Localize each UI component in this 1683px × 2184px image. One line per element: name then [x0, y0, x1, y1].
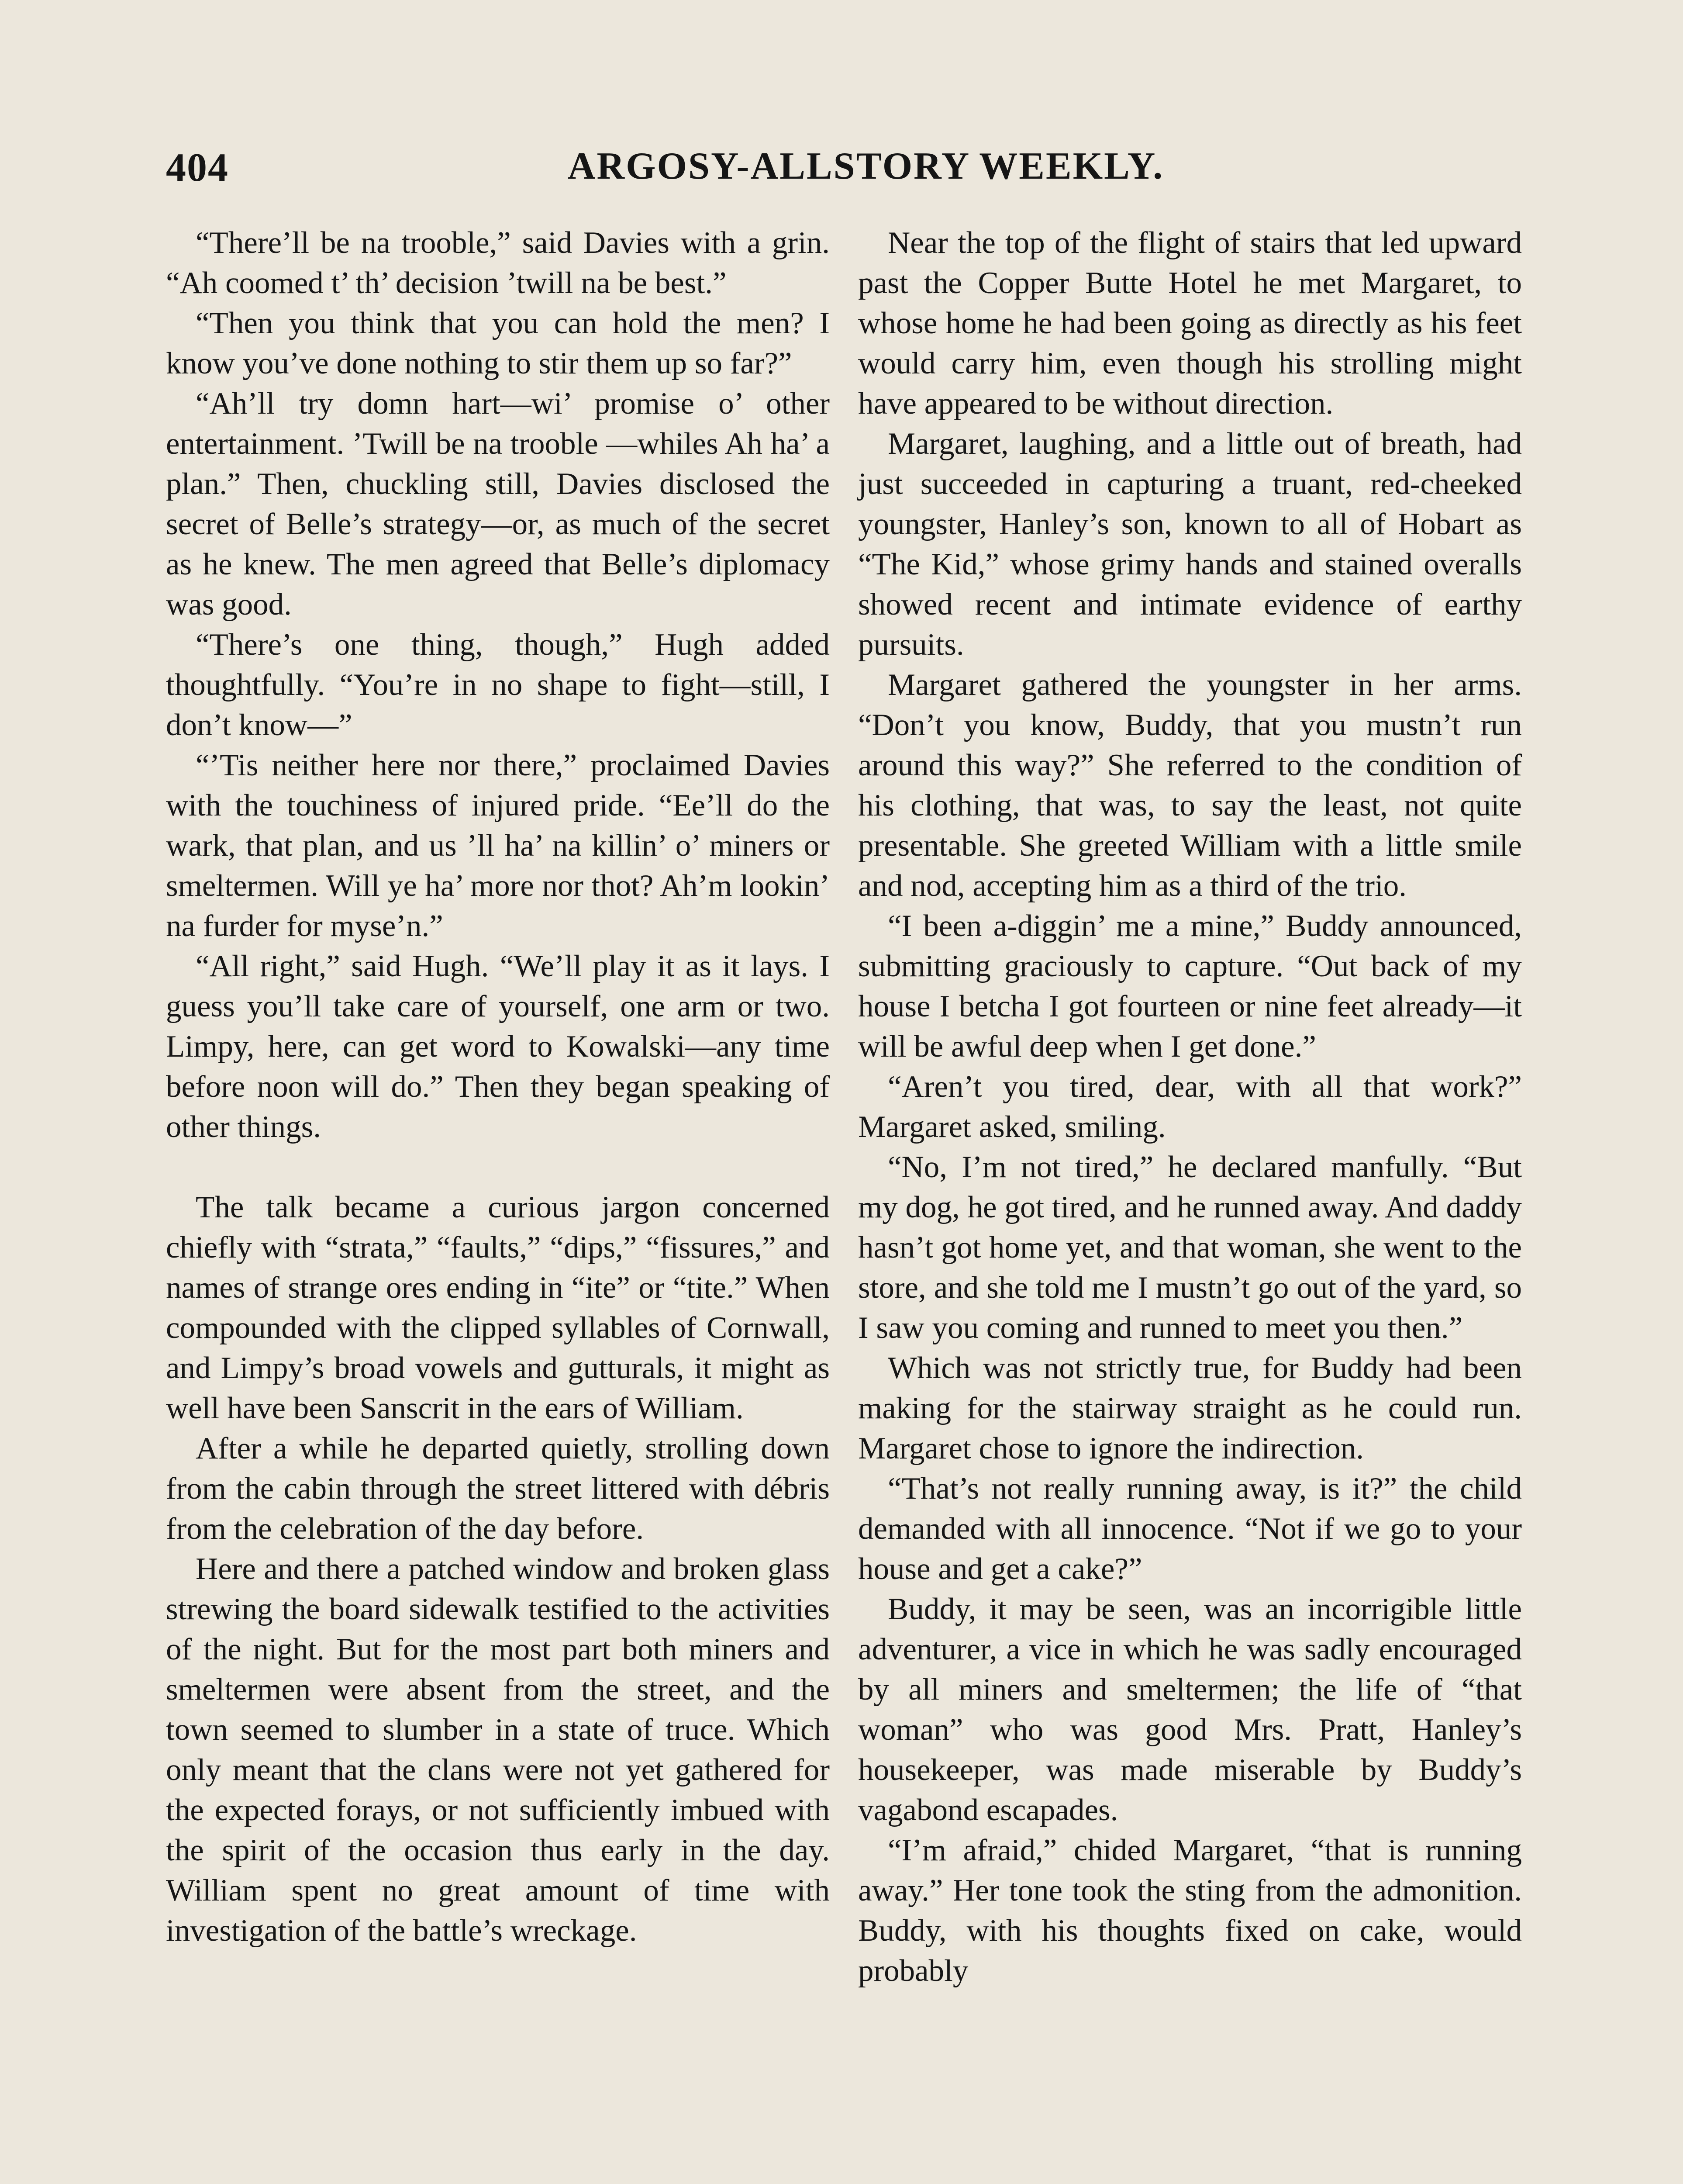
page-number: 404 [166, 145, 229, 190]
paragraph: Near the top of the flight of stairs that led upward past the Copper Butte Hotel he met Margaret, to whose home he had been going as directly as his feet would carry him, even though his strolling might have appeared to be without direction. [858, 226, 1522, 421]
paragraph: “Aren’t you tired, dear, with all that work?” Margaret asked, smiling. [858, 1070, 1522, 1144]
paragraph: “All right,” said Hugh. “We’ll play it as it lays. I guess you’ll take care of yourself, one arm or two. Limpy, here, can get word to Kowalski—any time before noon will do.” Then they began speaking of other things. [166, 949, 830, 1144]
right-column [858, 223, 1522, 1991]
paragraph: “There’ll be na trooble,” said Davies with a grin. “Ah coomed t’ th’ decision ’twill na be best.” [166, 226, 830, 300]
paragraph: Margaret gathered the youngster in her arms. “Don’t you know, Buddy, that you mustn’t run around this way?” She referred to the condition of his clothing, that was, to say the least, not quite presentable. She greeted William with a little smile and nod, accepting him as a third of the trio. [858, 668, 1522, 903]
paragraph: “That’s not really running away, is it?” the child demanded with all innocence. “Not if we go to your house and get a cake?” [858, 1472, 1522, 1586]
paragraph: The talk became a curious jargon concerned chiefly with “strata,” “faults,” “dips,” “fissures,” and names of strange ores ending in “ite” or “tite.” When compounded with the clipped syllables of Cornwall, and Limpy’s broad vowels and gutturals, it might as well have been Sanscrit in the ears of William. [166, 1190, 830, 1425]
section-break [166, 1147, 830, 1187]
running-head: ARGOSY-ALLSTORY WEEKLY. [568, 145, 1164, 187]
paragraph: Buddy, it may be seen, was an incorrigible little adventurer, a vice in which he was sadly encouraged by all miners and smeltermen; the life of “that woman” who was good Mrs. Pratt, Hanley’s housekeeper, was made miserable by Buddy’s vagabond escapades. [858, 1592, 1522, 1827]
paragraph: “I’m afraid,” chided Margaret, “that is running away.” Her tone took the sting from the admonition. Buddy, with his thoughts fixed on cake, would probably [858, 1833, 1522, 1988]
left-column [166, 223, 830, 1951]
paragraph: Which was not strictly true, for Buddy had been making for the stairway straight as he could run. Margaret chose to ignore the indirection. [858, 1351, 1522, 1465]
paragraph: “’Tis neither here nor there,” proclaimed Davies with the touchiness of injured pride. “Ee’ll do the wark, that plan, and us ’ll ha’ na killin’ o’ miners or smeltermen. Will ye ha’ more nor thot? Ah’m lookin’ na furder for myse’n.” [166, 748, 830, 943]
paragraph: After a while he departed quietly, strolling down from the cabin through the street littered with débris from the celebration of the day before. [166, 1431, 830, 1546]
paragraph: “No, I’m not tired,” he declared manfully. “But my dog, he got tired, and he runned away. And daddy hasn’t got home yet, and that woman, she went to the store, and she told me I mustn’t go out of the yard, so I saw you coming and runned to meet you then.” [858, 1150, 1522, 1345]
paragraph: “There’s one thing, though,” Hugh added thoughtfully. “You’re in no shape to fight—still, I don’t know—” [166, 628, 830, 742]
page-header [166, 144, 1520, 197]
paragraph: “Then you think that you can hold the men? I know you’ve done nothing to stir them up so far?” [166, 306, 830, 380]
paragraph: Margaret, laughing, and a little out of breath, had just succeeded in capturing a truant, red-cheeked youngster, Hanley’s son, known to all of Hobart as “The Kid,” whose grimy hands and stained overalls showed recent and intimate evidence of earthy pursuits. [858, 427, 1522, 662]
paragraph: “Ah’ll try domn hart—wi’ promise o’ other entertainment. ’Twill be na trooble —whiles Ah ha’ a plan.” Then, chuckling still, Davies disclosed the secret of Belle’s strategy—or, as much of the secret as he knew. The men agreed that Belle’s diplomacy was good. [166, 387, 830, 622]
paragraph: “I been a-diggin’ me a mine,” Buddy announced, submitting graciously to capture. “Out back of my house I betcha I got fourteen or nine feet already—it will be awful deep when I get done.” [858, 909, 1522, 1064]
paragraph: Here and there a patched window and broken glass strewing the board sidewalk testified to the activities of the night. But for the most part both miners and smeltermen were absent from the street, and the town seemed to slumber in a state of truce. Which only meant that the clans were not yet gathered for the expected forays, or not sufficiently imbued with the spirit of the occasion thus early in the day. William spent no great amount of time with investigation of the battle’s wreckage. [166, 1552, 830, 1948]
